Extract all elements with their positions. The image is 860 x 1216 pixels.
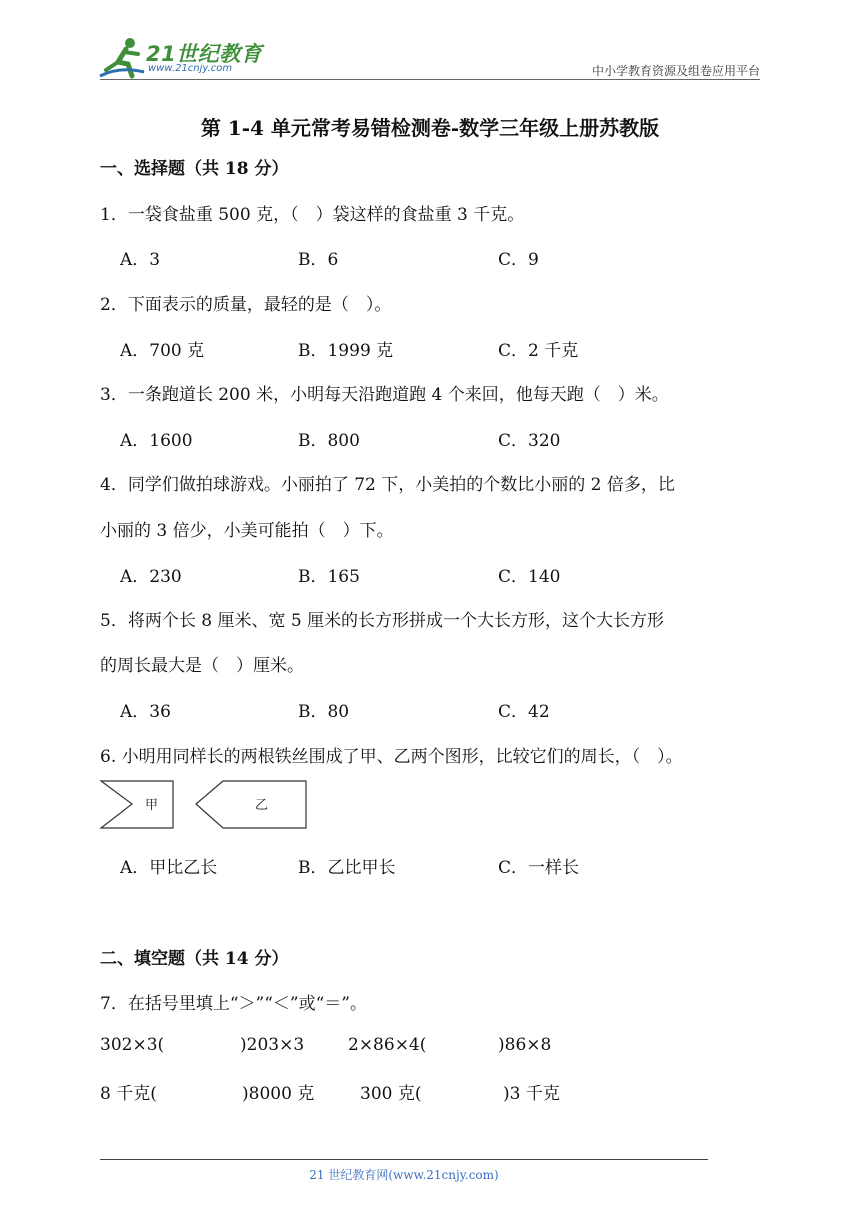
- q5-option-b: B．80: [298, 702, 350, 722]
- q6-option-b: B．乙比甲长: [298, 858, 396, 878]
- brand-name: 21世纪教育: [146, 42, 263, 66]
- question-2: 2．下面表示的质量，最轻的是（ ）。: [100, 295, 392, 315]
- q1-option-a: A．3: [120, 250, 161, 270]
- q7-row1-expr1-right: )203×3: [240, 1035, 305, 1055]
- q5-option-a: A．36: [120, 702, 171, 722]
- shape-jia: [101, 781, 173, 828]
- section-heading-fill: 二、填空题（共 14 分）: [100, 949, 289, 969]
- q7-row2-expr1-left: 8 千克(: [100, 1084, 157, 1104]
- q3-option-a: A．1600: [120, 431, 193, 451]
- q2-option-a: A．700 克: [120, 341, 205, 361]
- footer-divider: [100, 1159, 708, 1160]
- question-1: 1．一袋食盐重 500 克，（ ）袋这样的食盐重 3 千克。: [100, 205, 525, 225]
- header-platform-text: 中小学教育资源及组卷应用平台: [591, 64, 760, 78]
- question-5-line-2: 的周长最大是（ ）厘米。: [100, 656, 304, 676]
- q3-option-b: B．800: [298, 431, 360, 451]
- footer-text: 21 世纪教育网(www.21cnjy.com): [309, 1168, 499, 1182]
- question-7: 7．在括号里填上“＞”“＜”或“＝”。: [100, 994, 367, 1014]
- page-title: 第 1-4 单元常考易错检测卷-数学三年级上册苏教版: [200, 116, 660, 140]
- site-logo: [98, 36, 263, 80]
- q7-row1-expr1-left: 302×3(: [100, 1035, 165, 1055]
- shape-jia-label: 甲: [145, 798, 159, 813]
- shape-yi-label: 乙: [255, 798, 269, 813]
- question-3: 3．一条跑道长 200 米，小明每天沿跑道跑 4 个来回，他每天跑（ ）米。: [100, 385, 669, 405]
- q7-row2-expr2-left: 300 克(: [360, 1084, 422, 1104]
- q7-row2-expr1-right: )8000 克: [242, 1084, 315, 1104]
- section-heading-choice: 一、选择题（共 18 分）: [100, 159, 289, 179]
- q5-option-c: C．42: [498, 702, 550, 722]
- q7-row2-expr2-right: )3 千克: [503, 1084, 560, 1104]
- header-divider: [100, 79, 760, 80]
- q4-option-b: B．165: [298, 567, 360, 587]
- q6-option-c: C．一样长: [498, 858, 580, 878]
- q7-row1-expr2-left: 2×86×4(: [348, 1035, 427, 1055]
- brand-url: www.21cnjy.com: [148, 63, 233, 74]
- q7-row1-expr2-right: )86×8: [498, 1035, 552, 1055]
- q2-option-b: B．1999 克: [298, 341, 394, 361]
- q3-option-c: C．320: [498, 431, 561, 451]
- question-4-line-1: 4．同学们做拍球游戏。小丽拍了 72 下，小美拍的个数比小丽的 2 倍多，比: [100, 475, 675, 495]
- q4-option-c: C．140: [498, 567, 561, 587]
- question-6: 6. 小明用同样长的两根铁丝围成了甲、乙两个图形，比较它们的周长，（ ）。: [100, 747, 683, 767]
- q1-option-c: C．9: [498, 250, 539, 270]
- question-5-line-1: 5．将两个长 8 厘米、宽 5 厘米的长方形拼成一个大长方形，这个大长方形: [100, 611, 665, 631]
- question-4-line-2: 小丽的 3 倍少，小美可能拍（ ）下。: [100, 521, 394, 541]
- q6-option-a: A．甲比乙长: [120, 858, 218, 878]
- runner-logo-icon: [98, 36, 146, 80]
- q4-option-a: A．230: [120, 567, 182, 587]
- q2-option-c: C．2 千克: [498, 341, 579, 361]
- shape-yi: [196, 781, 306, 828]
- q1-option-b: B．6: [298, 250, 339, 270]
- q6-figure: [98, 778, 310, 832]
